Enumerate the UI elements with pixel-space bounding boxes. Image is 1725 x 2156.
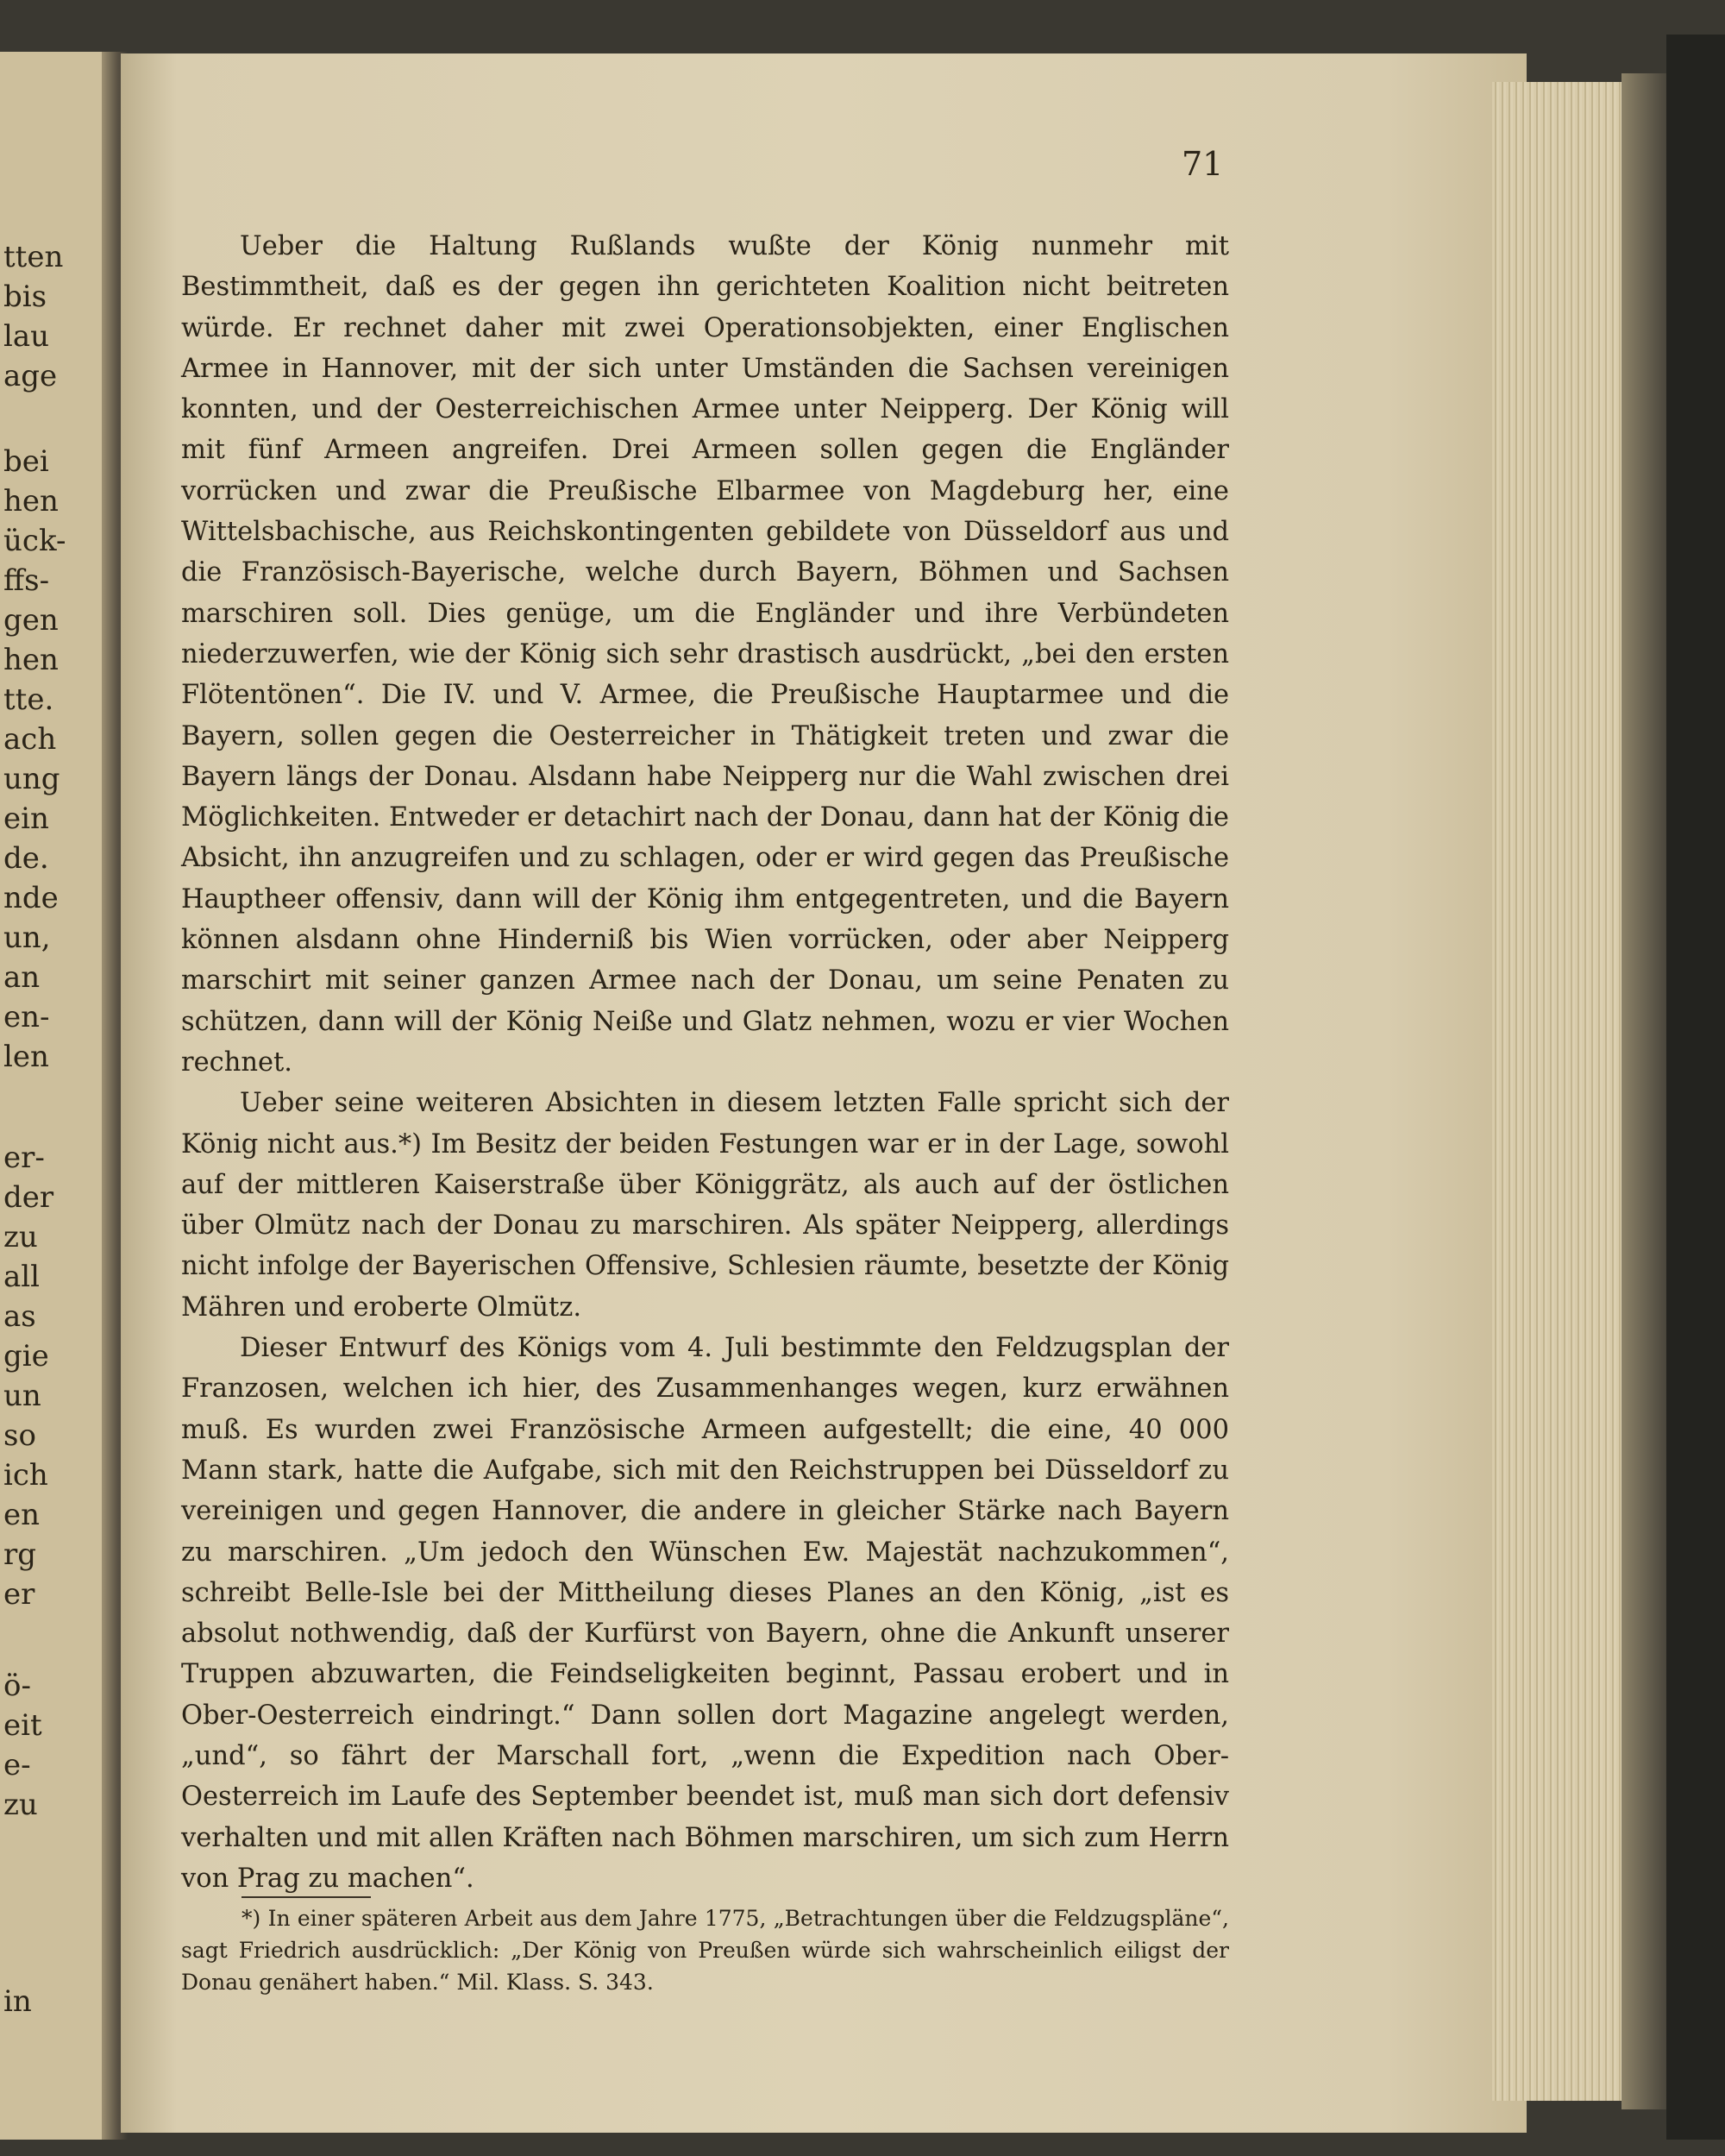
left-fragment: ö- xyxy=(3,1669,31,1703)
left-fragment: ück- xyxy=(3,524,66,558)
page-edge-shadow xyxy=(1622,73,1666,2109)
left-fragment: bis xyxy=(3,280,47,314)
page-edges xyxy=(1492,82,1622,2101)
left-fragment: un, xyxy=(3,921,51,955)
left-fragment: ein xyxy=(3,801,49,836)
left-fragment: ffs- xyxy=(3,563,50,598)
left-fragment: de. xyxy=(3,841,49,876)
left-fragment: an xyxy=(3,960,41,995)
left-fragment: so xyxy=(3,1418,36,1453)
page-number: 71 xyxy=(1182,145,1224,183)
left-fragment: e- xyxy=(3,1748,31,1782)
left-fragment: age xyxy=(3,359,58,393)
left-fragment: der xyxy=(3,1180,54,1215)
left-fragment: as xyxy=(3,1299,36,1334)
left-fragment: en xyxy=(3,1498,41,1532)
left-fragment: tte. xyxy=(3,682,54,717)
left-fragment: gen xyxy=(3,603,59,638)
left-fragment: ach xyxy=(3,722,57,757)
book-cover xyxy=(1666,35,1725,2140)
left-fragment: zu xyxy=(3,1788,38,1822)
left-fragment: bei xyxy=(3,444,49,479)
left-fragment: nde xyxy=(3,881,59,915)
left-fragment: en- xyxy=(3,1000,50,1034)
left-fragment: eit xyxy=(3,1708,42,1743)
left-page xyxy=(0,52,108,2140)
left-fragment: er- xyxy=(3,1141,45,1175)
left-fragment: hen xyxy=(3,643,59,677)
left-fragment: len xyxy=(3,1040,49,1074)
paragraph: Ueber die Haltung Rußlands wußte der König nunmehr mit Bestimmtheit, daß es der gegen ihn gerichteten Koalition nicht beitreten würde. Er rechnet daher mit zwei Operationsobjekten, einer Englischen Armee in Hannover, mit der sich unter Umständen die Sachsen vereinigen konnten, und der Oesterreichischen Armee unter Neipperg. Der König will mit fünf Armeen angreifen. Drei Armeen sollen gegen die Engländer vorrücken und zwar die Preußische Elbarmee von Magdeburg her, eine Wittelsbachische, aus Reichskontingenten gebildete von Düsseldorf aus und die Französisch-Bayerische, welche durch Bayern, Böhmen und Sachsen marschiren soll. Dies genüge, um die Engländer und ihre Verbündeten niederzuwerfen, wie der König sich sehr drastisch ausdrückt, „bei den ersten Flötentönen“. Die IV. und V. Armee, die Preußische Hauptarmee und die Bayern, sollen gegen die Oesterreicher in Thätigkeit treten und zwar die Bayern längs der Donau. Alsdann habe Neipperg nur die Wahl zwischen drei Möglichkeiten. Entweder er detachirt nach der Donau, dann hat der König die Absicht, ihn anzugreifen und zu schlagen, oder er wird gegen das Preußische Hauptheer offensiv, dann will der König ihm entgegentreten, und die Bayern können alsdann ohne Hinderniß bis Wien vorrücken, oder aber Neipperg marschirt mit seiner ganzen Armee nach der Donau, um seine Penaten zu schützen, dann will der König Neiße und Glatz nehmen, wozu er vier Wochen rechnet. xyxy=(181,231,1229,1078)
left-fragment: zu xyxy=(3,1220,38,1254)
left-fragment: hen xyxy=(3,484,59,519)
paragraph: Dieser Entwurf des Königs vom 4. Juli bestimmte den Feldzugsplan der Franzosen, welchen ich hier, des Zusammenhanges wegen, kurz erwähnen muß. Es wurden zwei Französische Armeen aufgestellt; die eine, 40 000 Mann stark, hatte die Aufgabe, sich mit den Reichstruppen bei Düsseldorf zu vereinigen und gegen Hannover, die andere in gleicher Stärke nach Bayern zu marschiren. „Um jedoch den Wünschen Ew. Majestät nachzukommen“, schreibt Belle-Isle bei der Mittheilung dieses Planes an den König, „ist es absolut nothwendig, daß der Kurfürst von Bayern, ohne die Ankunft unserer Truppen abzuwarten, die Feindseligkeiten beginnt, Passau erobert und in Ober-Oesterreich eindringt.“ Dann sollen dort Magazine angelegt werden, „und“, so fährt der Marschall fort, „wenn die Expedition nach Ober-Oesterreich im Laufe des September beendet ist, muß man sich dort defensiv verhalten und mit allen Kräften nach Böhmen marschiren, um sich zum Herrn von Prag zu machen“. xyxy=(181,1333,1229,1894)
left-fragment: ung xyxy=(3,762,60,796)
left-fragment: lau xyxy=(3,319,50,354)
left-fragment: in xyxy=(3,1984,32,2019)
left-fragment: ich xyxy=(3,1458,48,1493)
body-text xyxy=(181,226,1229,1899)
left-fragment: rg xyxy=(3,1537,37,1572)
left-fragment: un xyxy=(3,1379,41,1413)
footnote-rule xyxy=(242,1896,371,1898)
left-fragment: tten xyxy=(3,240,64,274)
left-fragment: gie xyxy=(3,1339,49,1373)
left-fragment: er xyxy=(3,1577,35,1612)
paragraph: Ueber seine weiteren Absichten in diesem letzten Falle spricht sich der König nicht aus.*) Im Besitz der beiden Festungen war er in der Lage, sowohl auf der mittleren Kaiserstraße über Königgrätz, als auch auf der östlichen über Olmütz nach der Donau zu marschiren. Als später Neipperg, allerdings nicht infolge der Bayerischen Offensive, Schlesien räumte, besetzte der König Mähren und eroberte Olmütz. xyxy=(181,1088,1229,1323)
left-fragment: all xyxy=(3,1260,41,1294)
footnote: *) In einer späteren Arbeit aus dem Jahre 1775, „Betrachtungen über die Feldzugspläne“, sagt Friedrich ausdrücklich: „Der König von Preußen würde sich wahrscheinlich eiligst der Donau genähert haben.“ Mil. Klass. S. 343. xyxy=(181,1906,1229,1995)
